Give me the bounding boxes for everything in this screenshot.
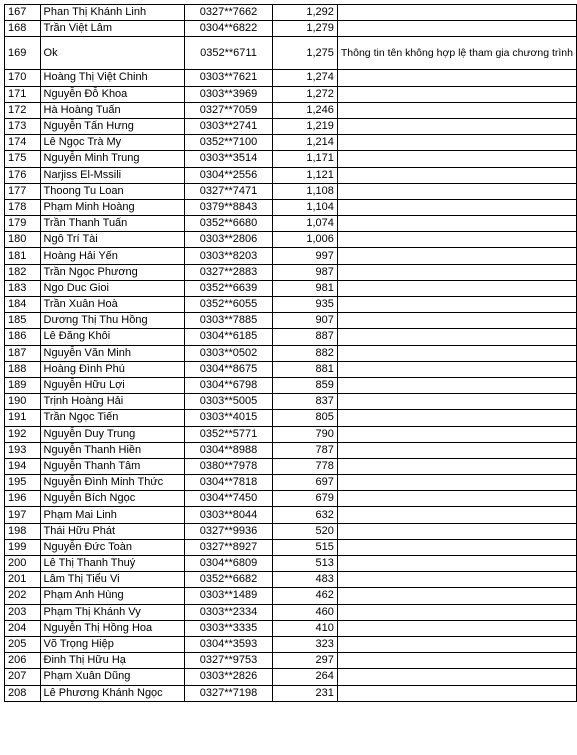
note-cell [337,86,576,102]
name-cell: Thái Hữu Phát [40,523,185,539]
rank-cell: 177 [5,183,41,199]
name-cell: Trần Ngọc Phương [40,264,185,280]
rank-cell: 205 [5,636,41,652]
score-cell: 790 [272,426,337,442]
score-cell: 997 [272,248,337,264]
score-cell: 1,292 [272,5,337,21]
table-row [5,426,577,442]
note-cell [337,297,576,313]
table-row [5,297,577,313]
note-cell [337,507,576,523]
rank-cell: 178 [5,199,41,215]
table-row [5,216,577,232]
name-cell: Hà Hoàng Tuấn [40,102,185,118]
rank-cell: 181 [5,248,41,264]
phone-cell: 0304**7818 [185,475,272,491]
note-cell [337,118,576,134]
name-cell: Nguyễn Hữu Lợi [40,377,185,393]
name-cell: Nguyễn Thị Hồng Hoa [40,620,185,636]
table-row [5,507,577,523]
table-row [5,556,577,572]
score-cell: 1,171 [272,151,337,167]
name-cell: Ngo Duc Gioi [40,280,185,296]
phone-cell: 0352**7100 [185,135,272,151]
rank-cell: 189 [5,377,41,393]
score-cell: 697 [272,475,337,491]
note-cell [337,636,576,652]
phone-cell: 0303**7885 [185,313,272,329]
table-row [5,329,577,345]
phone-cell: 0352**6680 [185,216,272,232]
table-row [5,5,577,21]
name-cell: Nguyễn Đức Toàn [40,539,185,555]
table-row [5,572,577,588]
name-cell: Lâm Thị Tiểu Vi [40,572,185,588]
ranking-table-body [5,5,577,702]
name-cell: Nguyễn Đỗ Khoa [40,86,185,102]
rank-cell: 198 [5,523,41,539]
table-row [5,232,577,248]
phone-cell: 0327**8927 [185,539,272,555]
rank-cell: 195 [5,475,41,491]
name-cell: Trần Xuân Hoà [40,297,185,313]
table-row [5,345,577,361]
note-cell [337,102,576,118]
rank-cell: 207 [5,669,41,685]
phone-cell: 0327**7471 [185,183,272,199]
phone-cell: 0303**2806 [185,232,272,248]
score-cell: 805 [272,410,337,426]
note-cell [337,588,576,604]
table-row [5,377,577,393]
score-cell: 297 [272,653,337,669]
note-cell: Thông tin tên không hợp lệ tham gia chương trình [337,37,576,70]
score-cell: 1,272 [272,86,337,102]
note-cell [337,135,576,151]
name-cell: Nguyễn Thanh Tâm [40,458,185,474]
phone-cell: 0304**7450 [185,491,272,507]
name-cell: Narjiss El-Mssili [40,167,185,183]
rank-cell: 191 [5,410,41,426]
note-cell [337,248,576,264]
rank-cell: 173 [5,118,41,134]
phone-cell: 0303**2334 [185,604,272,620]
phone-cell: 0352**5771 [185,426,272,442]
score-cell: 787 [272,442,337,458]
name-cell: Ngô Trí Tài [40,232,185,248]
phone-cell: 0352**6639 [185,280,272,296]
name-cell: Trần Thanh Tuấn [40,216,185,232]
rank-cell: 203 [5,604,41,620]
name-cell: Phạm Minh Hoàng [40,199,185,215]
rank-cell: 201 [5,572,41,588]
phone-cell: 0304**6185 [185,329,272,345]
phone-cell: 0303**7621 [185,70,272,86]
phone-cell: 0352**6711 [185,37,272,70]
phone-cell: 0327**7059 [185,102,272,118]
phone-cell: 0304**6809 [185,556,272,572]
score-cell: 987 [272,264,337,280]
phone-cell: 0303**5005 [185,394,272,410]
phone-cell: 0352**6682 [185,572,272,588]
note-cell [337,280,576,296]
score-cell: 1,006 [272,232,337,248]
note-cell [337,426,576,442]
rank-cell: 174 [5,135,41,151]
score-cell: 1,108 [272,183,337,199]
note-cell [337,264,576,280]
name-cell: Lê Phương Khánh Ngọc [40,685,185,701]
note-cell [337,151,576,167]
table-row [5,458,577,474]
score-cell: 1,246 [272,102,337,118]
table-row [5,620,577,636]
phone-cell: 0327**9936 [185,523,272,539]
note-cell [337,620,576,636]
name-cell: Trịnh Hoàng Hải [40,394,185,410]
phone-cell: 0303**8203 [185,248,272,264]
score-cell: 887 [272,329,337,345]
table-row [5,394,577,410]
score-cell: 515 [272,539,337,555]
note-cell [337,394,576,410]
name-cell: Trần Việt Lâm [40,21,185,37]
rank-cell: 190 [5,394,41,410]
score-cell: 981 [272,280,337,296]
rank-cell: 200 [5,556,41,572]
score-cell: 859 [272,377,337,393]
note-cell [337,410,576,426]
table-row [5,588,577,604]
phone-cell: 0303**3514 [185,151,272,167]
note-cell [337,685,576,701]
note-cell [337,475,576,491]
phone-cell: 0327**7198 [185,685,272,701]
table-row [5,248,577,264]
rank-cell: 171 [5,86,41,102]
score-cell: 935 [272,297,337,313]
rank-cell: 180 [5,232,41,248]
table-row [5,410,577,426]
rank-cell: 184 [5,297,41,313]
note-cell [337,377,576,393]
table-row [5,539,577,555]
name-cell: Hoàng Hải Yến [40,248,185,264]
score-cell: 520 [272,523,337,539]
note-cell [337,5,576,21]
table-row [5,361,577,377]
phone-cell: 0304**3593 [185,636,272,652]
phone-cell: 0303**3969 [185,86,272,102]
table-row [5,685,577,701]
phone-cell: 0303**3335 [185,620,272,636]
table-row [5,653,577,669]
score-cell: 513 [272,556,337,572]
table-row [5,491,577,507]
rank-cell: 206 [5,653,41,669]
phone-cell: 0303**4015 [185,410,272,426]
rank-cell: 202 [5,588,41,604]
table-row [5,475,577,491]
name-cell: Ok [40,37,185,70]
score-cell: 1,214 [272,135,337,151]
note-cell [337,21,576,37]
score-cell: 1,219 [272,118,337,134]
score-cell: 1,274 [272,70,337,86]
name-cell: Nguyễn Bích Ngọc [40,491,185,507]
note-cell [337,199,576,215]
name-cell: Nguyễn Minh Trung [40,151,185,167]
table-row [5,313,577,329]
note-cell [337,604,576,620]
table-row [5,37,577,70]
note-cell [337,491,576,507]
rank-cell: 182 [5,264,41,280]
rank-cell: 197 [5,507,41,523]
name-cell: Nguyễn Đình Minh Thức [40,475,185,491]
phone-cell: 0327**9753 [185,653,272,669]
phone-cell: 0352**6055 [185,297,272,313]
score-cell: 1,275 [272,37,337,70]
rank-cell: 193 [5,442,41,458]
phone-cell: 0303**0502 [185,345,272,361]
rank-cell: 179 [5,216,41,232]
table-row [5,604,577,620]
table-row [5,199,577,215]
name-cell: Phạm Xuân Dũng [40,669,185,685]
phone-cell: 0304**8675 [185,361,272,377]
note-cell [337,313,576,329]
table-row [5,135,577,151]
score-cell: 1,121 [272,167,337,183]
name-cell: Lê Đăng Khôi [40,329,185,345]
table-row [5,183,577,199]
note-cell [337,70,576,86]
phone-cell: 0303**8044 [185,507,272,523]
name-cell: Nguyễn Văn Minh [40,345,185,361]
table-row [5,264,577,280]
name-cell: Dương Thị Thu Hồng [40,313,185,329]
table-row [5,442,577,458]
rank-cell: 176 [5,167,41,183]
note-cell [337,345,576,361]
note-cell [337,572,576,588]
note-cell [337,523,576,539]
name-cell: Lê Thị Thanh Thuý [40,556,185,572]
rank-cell: 188 [5,361,41,377]
score-cell: 483 [272,572,337,588]
note-cell [337,669,576,685]
rank-cell: 185 [5,313,41,329]
rank-cell: 196 [5,491,41,507]
rank-cell: 204 [5,620,41,636]
score-cell: 882 [272,345,337,361]
score-cell: 679 [272,491,337,507]
rank-cell: 172 [5,102,41,118]
note-cell [337,183,576,199]
name-cell: Nguyễn Thanh Hiền [40,442,185,458]
rank-cell: 169 [5,37,41,70]
table-row [5,280,577,296]
table-row [5,70,577,86]
phone-cell: 0304**6798 [185,377,272,393]
name-cell: Phạm Thị Khánh Vy [40,604,185,620]
rank-cell: 168 [5,21,41,37]
rank-cell: 194 [5,458,41,474]
phone-cell: 0304**6822 [185,21,272,37]
rank-cell: 192 [5,426,41,442]
name-cell: Võ Trọng Hiệp [40,636,185,652]
note-cell [337,216,576,232]
phone-cell: 0379**8843 [185,199,272,215]
note-cell [337,556,576,572]
table-row [5,21,577,37]
rank-cell: 187 [5,345,41,361]
rank-cell: 183 [5,280,41,296]
table-row [5,118,577,134]
score-cell: 632 [272,507,337,523]
rank-cell: 175 [5,151,41,167]
name-cell: Nguyễn Duy Trung [40,426,185,442]
note-cell [337,458,576,474]
rank-cell: 170 [5,70,41,86]
score-cell: 907 [272,313,337,329]
phone-cell: 0380**7978 [185,458,272,474]
score-cell: 837 [272,394,337,410]
score-cell: 1,279 [272,21,337,37]
name-cell: Lê Ngọc Trà My [40,135,185,151]
note-cell [337,167,576,183]
note-cell [337,539,576,555]
note-cell [337,329,576,345]
name-cell: Đinh Thị Hữu Hạ [40,653,185,669]
rank-cell: 199 [5,539,41,555]
table-row [5,523,577,539]
phone-cell: 0303**2741 [185,118,272,134]
score-cell: 778 [272,458,337,474]
table-row [5,669,577,685]
name-cell: Phạm Mai Linh [40,507,185,523]
name-cell: Phan Thị Khánh Linh [40,5,185,21]
name-cell: Hoàng Đình Phú [40,361,185,377]
score-cell: 323 [272,636,337,652]
rank-cell: 208 [5,685,41,701]
phone-cell: 0327**2883 [185,264,272,280]
name-cell: Thoong Tu Loan [40,183,185,199]
phone-cell: 0304**8988 [185,442,272,458]
table-row [5,86,577,102]
table-row [5,636,577,652]
ranking-table [4,4,577,702]
phone-cell: 0327**7662 [185,5,272,21]
score-cell: 1,104 [272,199,337,215]
score-cell: 264 [272,669,337,685]
name-cell: Hoàng Thị Việt Chinh [40,70,185,86]
rank-cell: 186 [5,329,41,345]
score-cell: 231 [272,685,337,701]
name-cell: Trần Ngọc Tiến [40,410,185,426]
table-row [5,167,577,183]
name-cell: Nguyễn Tấn Hưng [40,118,185,134]
note-cell [337,361,576,377]
score-cell: 881 [272,361,337,377]
score-cell: 410 [272,620,337,636]
table-row [5,151,577,167]
note-cell [337,653,576,669]
score-cell: 1,074 [272,216,337,232]
note-cell [337,232,576,248]
phone-cell: 0303**1489 [185,588,272,604]
table-row [5,102,577,118]
score-cell: 460 [272,604,337,620]
note-cell [337,442,576,458]
phone-cell: 0304**2556 [185,167,272,183]
score-cell: 462 [272,588,337,604]
phone-cell: 0303**2826 [185,669,272,685]
name-cell: Phạm Anh Hùng [40,588,185,604]
rank-cell: 167 [5,5,41,21]
